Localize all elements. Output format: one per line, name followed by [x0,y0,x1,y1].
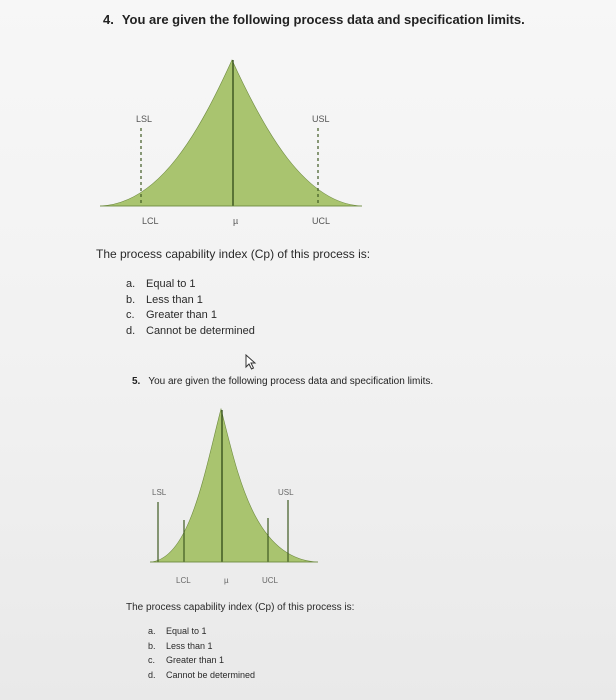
q4-mu-label: µ [233,216,239,226]
q5-prompt: The process capability index (Cp) of this process is: [126,602,355,613]
q5-option-a[interactable] [148,624,255,639]
q4-lcl-label: LCL [142,216,159,226]
q4-lsl-label: LSL [136,114,153,124]
q5-option-d[interactable] [148,668,255,683]
q4-option-letter: d. [126,324,136,337]
q5-option-text: Greater than 1 [166,655,225,665]
q5-ucl-label: UCL [262,576,279,585]
q4-option-text: Equal to 1 [146,278,196,290]
q5-option-letter: b. [148,640,156,651]
q5-options [148,624,255,682]
q5-lcl-label: LCL [176,576,191,585]
q4-option-letter: c. [126,309,135,321]
q4-option-text: Cannot be determined [146,324,255,337]
q5-mu-label: µ [224,576,229,585]
q4-option-text: Less than 1 [146,293,203,306]
q5-option-letter: a. [148,626,156,636]
q5-option-c[interactable] [148,653,255,668]
q5-number: 5. [132,376,141,387]
q5-option-text: Cannot be determined [166,669,256,680]
q5-option-text: Less than 1 [166,640,213,651]
q4-usl-label: USL [312,114,330,124]
q4-title-text: You are given the following process data and specification limits. [121,12,525,27]
q4-option-letter: a. [126,278,136,290]
q4-ucl-label: UCL [312,216,331,226]
q4-number: 4. [103,12,114,27]
q5-usl-label: USL [278,488,294,497]
q5-title-text: You are given the following process data and specification limits. [148,376,434,387]
q5-bell-curve [150,409,318,562]
q5-option-text: Equal to 1 [166,626,207,636]
q5-lsl-label: LSL [152,488,167,497]
q5-option-letter: c. [148,655,156,665]
q4-option-text: Greater than 1 [146,309,217,321]
q5-option-letter: d. [148,669,156,680]
q4-option-letter: b. [126,293,136,306]
q4-prompt: The process capability index (Cp) of this process is: [96,247,371,261]
q5-option-b[interactable] [148,639,255,654]
